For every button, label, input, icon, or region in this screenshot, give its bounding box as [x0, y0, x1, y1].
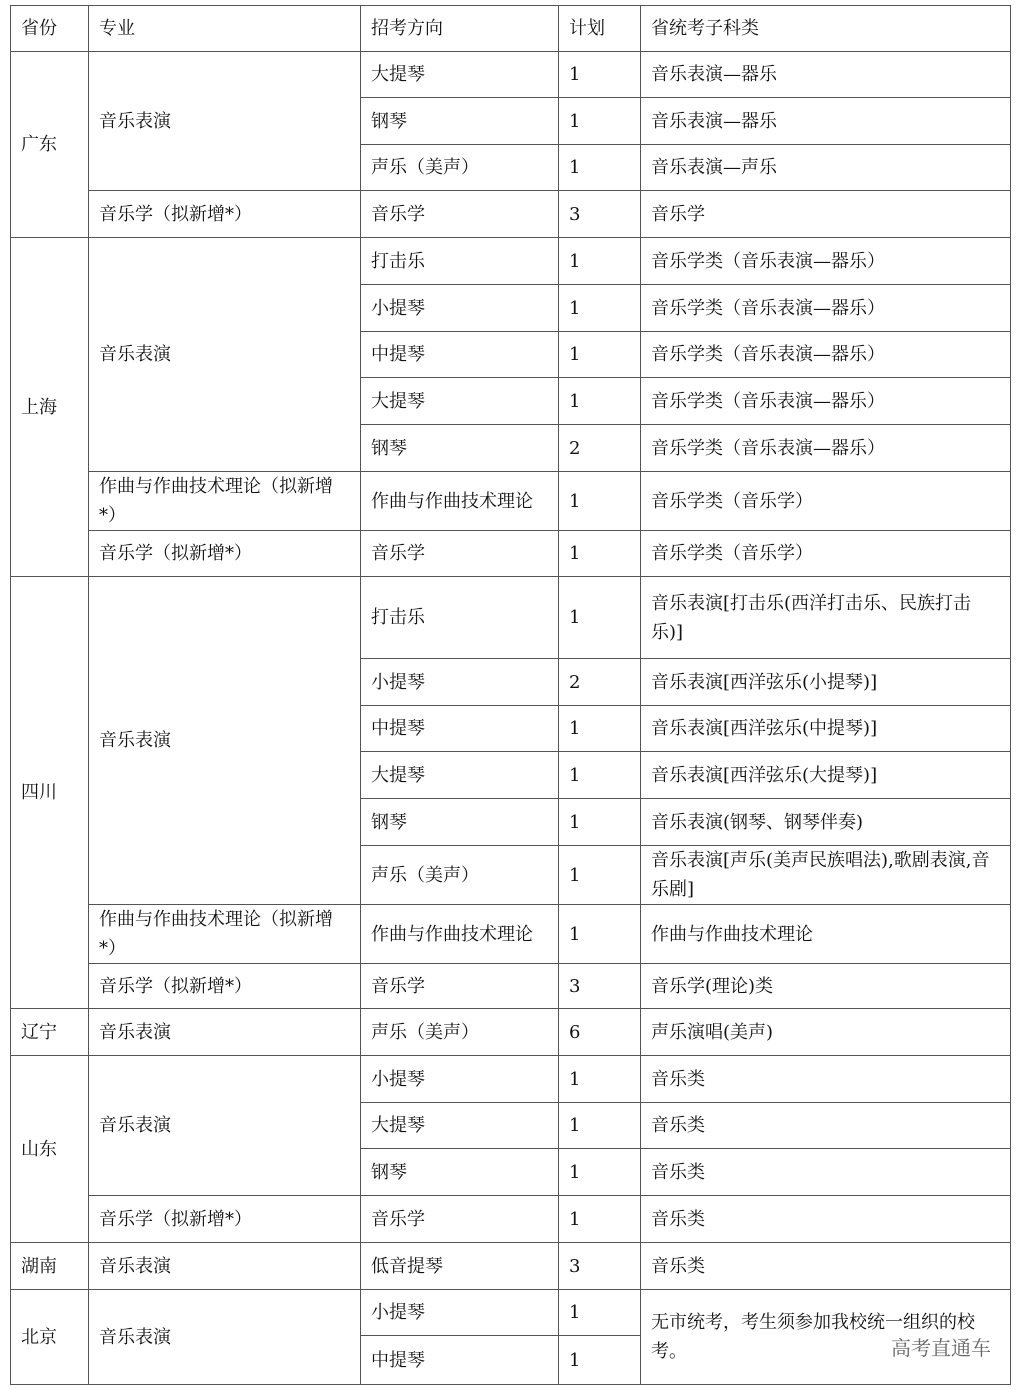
table-cell: 音乐类 — [641, 1149, 1011, 1196]
table-cell: 小提琴 — [361, 1290, 559, 1336]
table-cell: 1 — [559, 846, 641, 905]
table-cell: 音乐表演—器乐 — [641, 98, 1011, 145]
table-cell: 音乐学 — [361, 1196, 559, 1243]
table-cell: 小提琴 — [361, 285, 559, 332]
table-cell: 1 — [559, 1196, 641, 1243]
table-cell: 音乐表演[西洋弦乐(大提琴)] — [641, 752, 1011, 799]
header-cell: 专业 — [89, 6, 361, 52]
table-cell: 音乐学类（音乐学） — [641, 472, 1011, 531]
table-cell: 音乐表演 — [89, 1290, 361, 1385]
table-cell: 音乐学类（音乐表演—器乐） — [641, 332, 1011, 378]
table-cell: 1 — [559, 577, 641, 659]
table-cell: 1 — [559, 98, 641, 145]
table-row — [11, 1056, 1011, 1103]
table-cell: 作曲与作曲技术理论（拟新增*） — [89, 472, 361, 531]
table-row — [11, 1196, 1011, 1243]
table-cell: 3 — [559, 191, 641, 238]
table-cell: 6 — [559, 1009, 641, 1056]
header-cell: 省份 — [11, 6, 89, 52]
table-cell: 2 — [559, 425, 641, 472]
table-cell: 音乐表演[西洋弦乐(小提琴)] — [641, 659, 1011, 706]
table-cell: 音乐表演(钢琴、钢琴伴奏) — [641, 799, 1011, 846]
table-cell: 作曲与作曲技术理论 — [641, 905, 1011, 964]
table-cell: 音乐学类（音乐表演—器乐） — [641, 238, 1011, 285]
table-cell: 作曲与作曲技术理论 — [361, 905, 559, 964]
table-cell: 1 — [559, 238, 641, 285]
table-cell: 大提琴 — [361, 52, 559, 98]
table-cell: 中提琴 — [361, 706, 559, 752]
table-cell: 1 — [559, 52, 641, 98]
table-cell: 音乐表演—器乐 — [641, 52, 1011, 98]
table-cell: 辽宁 — [11, 1009, 89, 1056]
table-cell: 上海 — [11, 238, 89, 577]
table-cell: 音乐学 — [361, 531, 559, 577]
watermark: 高考直通车 — [891, 1336, 991, 1360]
table-cell: 大提琴 — [361, 752, 559, 799]
table-cell: 音乐学类（音乐表演—器乐） — [641, 285, 1011, 332]
table-cell: 音乐学类（音乐表演—器乐） — [641, 378, 1011, 425]
table-cell: 1 — [559, 285, 641, 332]
table-cell: 3 — [559, 1243, 641, 1290]
table-cell: 中提琴 — [361, 1336, 559, 1385]
table-cell: 四川 — [11, 577, 89, 1009]
table-row — [11, 964, 1011, 1009]
table-cell: 1 — [559, 332, 641, 378]
table-cell: 打击乐 — [361, 577, 559, 659]
table-row — [11, 238, 1011, 285]
table-cell: 音乐表演 — [89, 1009, 361, 1056]
table-cell: 音乐学类（音乐表演—器乐） — [641, 425, 1011, 472]
table-cell: 音乐学（拟新增*） — [89, 191, 361, 238]
table-row — [11, 191, 1011, 238]
table-cell: 作曲与作曲技术理论（拟新增*） — [89, 905, 361, 964]
table-cell: 音乐学(理论)类 — [641, 964, 1011, 1009]
table-cell: 1 — [559, 1290, 641, 1336]
table-row — [11, 577, 1011, 659]
table-cell: 作曲与作曲技术理论 — [361, 472, 559, 531]
table-cell: 音乐表演 — [89, 1056, 361, 1196]
table-cell: 钢琴 — [361, 799, 559, 846]
table-cell: 广东 — [11, 52, 89, 238]
table-cell: 打击乐 — [361, 238, 559, 285]
table-row — [11, 531, 1011, 577]
table-cell: 声乐演唱(美声) — [641, 1009, 1011, 1056]
table-cell: 音乐表演 — [89, 238, 361, 472]
table-cell: 1 — [559, 1149, 641, 1196]
table-cell: 音乐类 — [641, 1103, 1011, 1149]
table-cell: 音乐学类（音乐学） — [641, 531, 1011, 577]
table-cell: 音乐类 — [641, 1196, 1011, 1243]
table-cell: 音乐类 — [641, 1243, 1011, 1290]
table-row — [11, 1290, 1011, 1336]
table-cell: 1 — [559, 1336, 641, 1385]
table-cell: 钢琴 — [361, 1149, 559, 1196]
header-cell: 省统考子科类 — [641, 6, 1011, 52]
table-row — [11, 472, 1011, 531]
table-cell: 1 — [559, 752, 641, 799]
table-cell: 音乐类 — [641, 1056, 1011, 1103]
header-cell: 计划 — [559, 6, 641, 52]
table-row — [11, 52, 1011, 98]
table-cell: 山东 — [11, 1056, 89, 1243]
table-cell: 声乐（美声） — [361, 145, 559, 191]
table-cell: 声乐（美声） — [361, 846, 559, 905]
table-cell: 音乐表演—声乐 — [641, 145, 1011, 191]
table-row — [11, 905, 1011, 964]
table-cell: 音乐表演 — [89, 1243, 361, 1290]
table-cell: 音乐学（拟新增*） — [89, 531, 361, 577]
table-cell: 2 — [559, 659, 641, 706]
table-cell: 音乐表演 — [89, 52, 361, 191]
table-row — [11, 1009, 1011, 1056]
table-cell: 声乐（美声） — [361, 1009, 559, 1056]
table-cell: 北京 — [11, 1290, 89, 1385]
table-cell: 钢琴 — [361, 425, 559, 472]
table-cell: 1 — [559, 706, 641, 752]
table-cell: 无市统考，考生须参加我校统一组织的校考。 — [641, 1290, 1011, 1385]
table-cell: 音乐表演[西洋弦乐(中提琴)] — [641, 706, 1011, 752]
table-cell: 3 — [559, 964, 641, 1009]
table-row — [11, 1243, 1011, 1290]
table-cell: 钢琴 — [361, 98, 559, 145]
table-cell: 小提琴 — [361, 1056, 559, 1103]
table-cell: 音乐学 — [641, 191, 1011, 238]
table-cell: 音乐学（拟新增*） — [89, 1196, 361, 1243]
table-cell: 音乐表演[打击乐(西洋打击乐、民族打击乐)] — [641, 577, 1011, 659]
table-cell: 1 — [559, 531, 641, 577]
table-cell: 1 — [559, 905, 641, 964]
table-cell: 1 — [559, 378, 641, 425]
table-cell: 1 — [559, 1103, 641, 1149]
table-cell: 低音提琴 — [361, 1243, 559, 1290]
admissions-table — [10, 5, 1011, 1385]
header-row — [11, 6, 1011, 52]
table-cell: 中提琴 — [361, 332, 559, 378]
table-cell: 1 — [559, 472, 641, 531]
table-cell: 1 — [559, 145, 641, 191]
table-cell: 音乐学 — [361, 191, 559, 238]
table-cell: 音乐学（拟新增*） — [89, 964, 361, 1009]
table-cell: 音乐学 — [361, 964, 559, 1009]
table-cell: 湖南 — [11, 1243, 89, 1290]
table-cell: 大提琴 — [361, 1103, 559, 1149]
table-cell: 大提琴 — [361, 378, 559, 425]
table-cell: 1 — [559, 1056, 641, 1103]
table-cell: 小提琴 — [361, 659, 559, 706]
table-cell: 音乐表演 — [89, 577, 361, 905]
header-cell: 招考方向 — [361, 6, 559, 52]
table-cell: 音乐表演[声乐(美声民族唱法),歌剧表演,音乐剧] — [641, 846, 1011, 905]
table-cell: 1 — [559, 799, 641, 846]
